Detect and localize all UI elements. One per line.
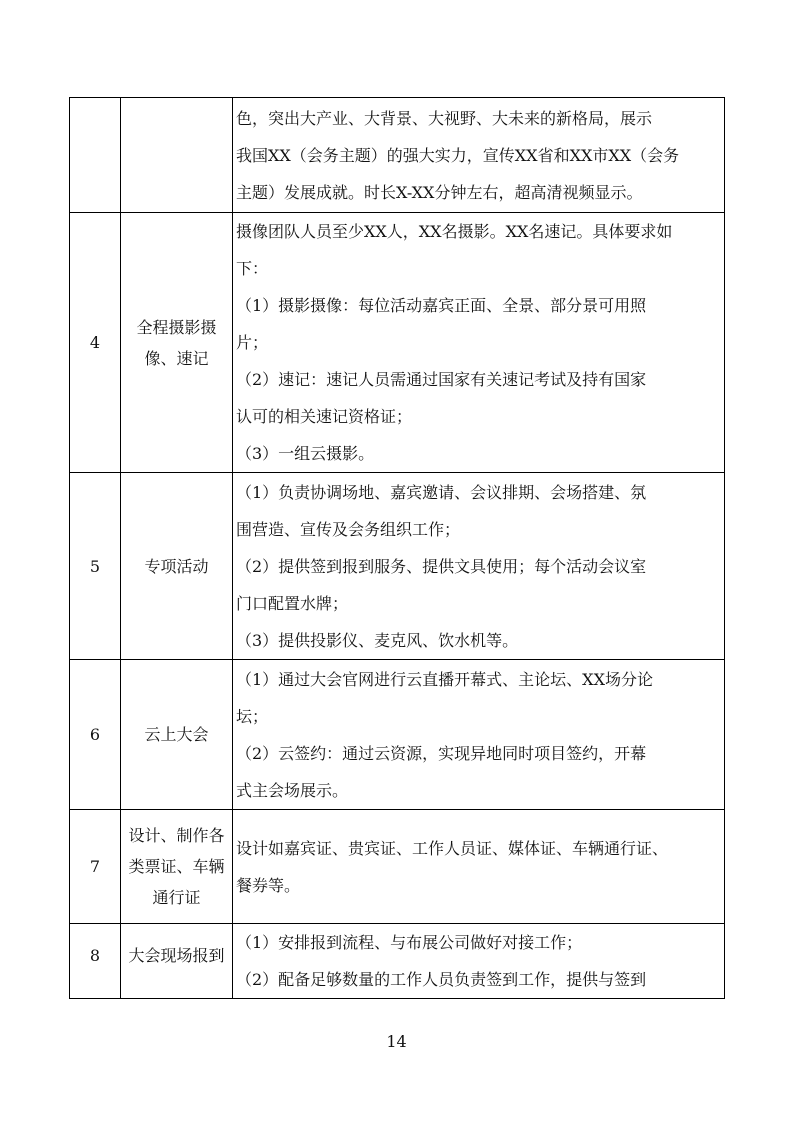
content-line: 片； <box>236 333 269 352</box>
table-row <box>70 660 725 810</box>
service-table <box>69 97 725 999</box>
item-content <box>233 473 725 660</box>
content-line: 设计如嘉宾证、贵宾证、工作人员证、媒体证、车辆通行证、 <box>236 838 669 858</box>
row-number: 6 <box>70 660 121 810</box>
table-row <box>70 924 725 999</box>
item-content <box>233 810 725 924</box>
table-row <box>70 810 725 924</box>
item-name-line: 通行证 <box>152 888 201 907</box>
item-name-line: 云上大会 <box>144 725 209 744</box>
item-name <box>121 473 233 660</box>
item-name-line: 设计、制作各 <box>128 826 225 845</box>
table-row <box>70 473 725 660</box>
content-line: 色，突出大产业、大背景、大视野、大未来的新格局，展示 <box>236 108 653 128</box>
item-name-line: 专项活动 <box>144 556 209 576</box>
item-name <box>121 98 233 213</box>
item-name-line: 全程摄影摄 <box>136 317 217 337</box>
content-line: 摄像团队人员至少XX人，XX名摄影。XX名速记。具体要求如 <box>236 222 673 241</box>
content-line: （2）云签约：通过云资源，实现异地同时项目签约，开幕 <box>236 743 647 763</box>
item-name-line: 大会现场报到 <box>128 946 225 965</box>
content-line: （2）提供签到报到服务、提供文具使用；每个活动会议室 <box>236 556 647 576</box>
row-number: 7 <box>70 810 121 924</box>
item-name <box>121 924 233 999</box>
content-line: 坛； <box>236 706 269 726</box>
content-line: 我国XX（会务主题）的强大实力，宣传XX省和XX市XX（会务 <box>236 145 680 165</box>
content-line: 式主会场展示。 <box>236 780 349 800</box>
item-name-line: 像、速记 <box>144 348 209 368</box>
content-line: （1）摄影摄像：每位活动嘉宾正面、全景、部分景可用照 <box>236 296 647 315</box>
page-number: 14 <box>386 1032 407 1051</box>
content-line: （3）提供投影仪、麦克风、饮水机等。 <box>236 630 519 650</box>
content-line: （1）通过大会官网进行云直播开幕式、主论坛、XX场分论 <box>236 669 653 689</box>
content-line: （1）安排报到流程、与布展公司做好对接工作； <box>236 933 583 952</box>
content-line: 餐券等。 <box>236 875 301 895</box>
item-content <box>233 924 725 999</box>
content-line: 围营造、宣传及会务组织工作； <box>236 519 461 539</box>
content-line: 认可的相关速记资格证； <box>236 407 413 426</box>
content-line: （2）配备足够数量的工作人员负责签到工作，提供与签到 <box>236 970 647 989</box>
item-name <box>121 660 233 810</box>
content-line: （2）速记：速记人员需通过国家有关速记考试及持有国家 <box>236 370 647 389</box>
content-line: 主题）发展成就。时长X-XX分钟左右，超高清视频显示。 <box>236 182 643 202</box>
row-number: 4 <box>70 213 121 473</box>
content-line: （1）负责协调场地、嘉宾邀请、会议排期、会场搭建、氛 <box>236 482 647 502</box>
row-number: 5 <box>70 473 121 660</box>
item-name <box>121 213 233 473</box>
content-line: 门口配置水牌； <box>236 593 349 613</box>
item-content <box>233 660 725 810</box>
content-line: （3）一组云摄影。 <box>236 444 375 463</box>
table-row <box>70 98 725 213</box>
table-row <box>70 213 725 473</box>
item-name-line: 类票证、车辆 <box>128 857 225 876</box>
item-content <box>233 213 725 473</box>
row-number: 8 <box>70 924 121 999</box>
item-name <box>121 810 233 924</box>
content-line: 下： <box>236 259 269 278</box>
row-number <box>70 98 121 213</box>
item-content <box>233 98 725 213</box>
